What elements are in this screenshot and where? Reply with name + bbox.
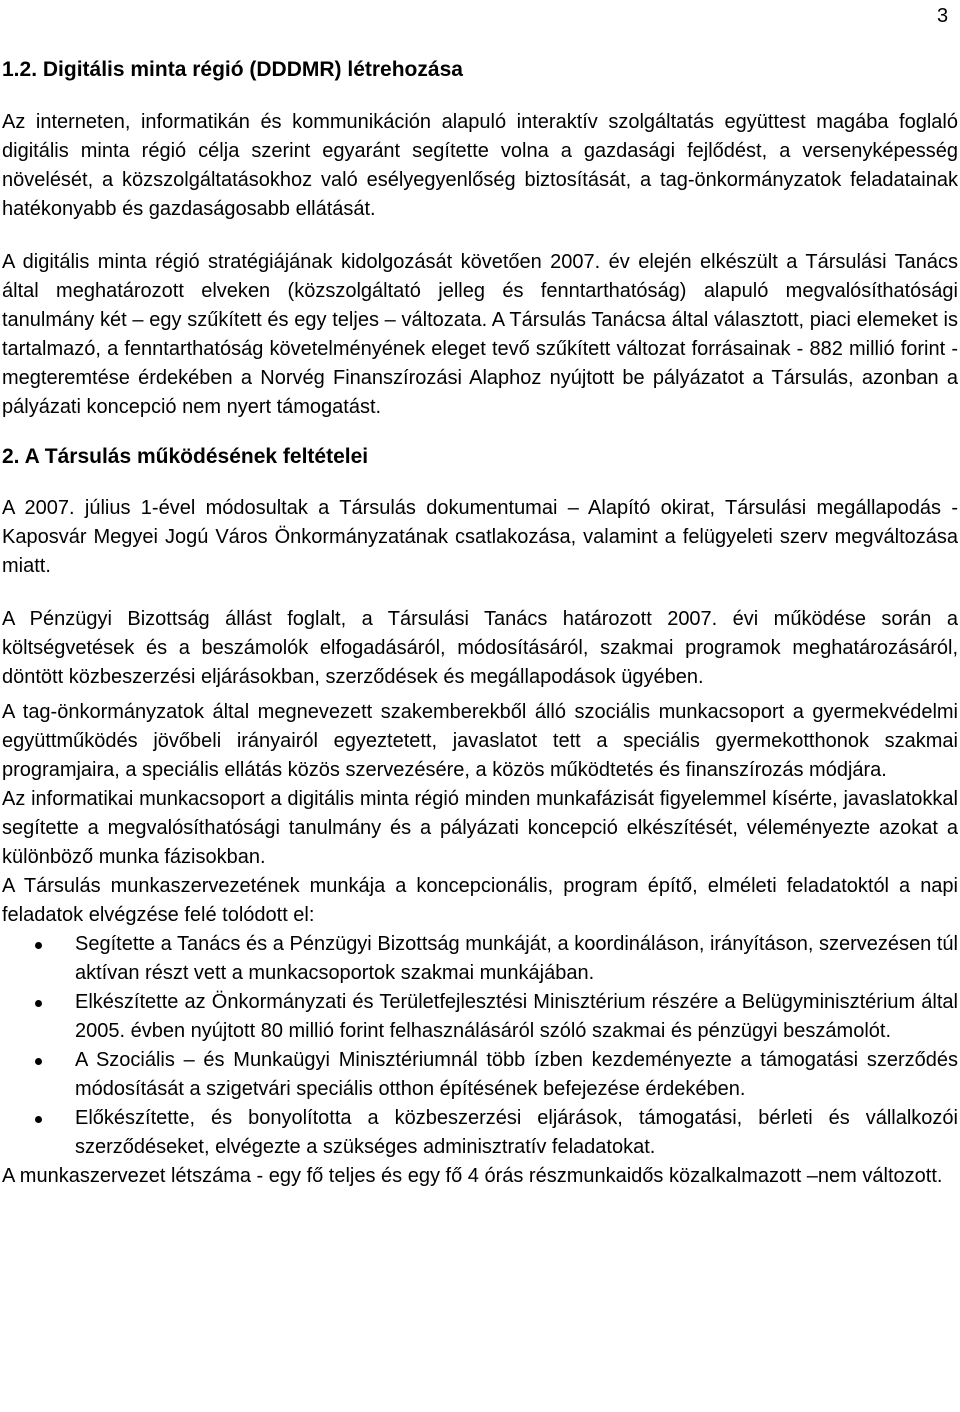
list-item-text: A Szociális – és Munkaügyi Minisztériumnál több ízben kezdeményezte a támogatási szerződés módosítását a szigetvári speciális otthon építésének befejezése érdekében. bbox=[75, 1049, 958, 1100]
paragraph-dddmr-strategy: A digitális minta régió stratégiájának kidolgozását követően 2007. év elején elkészült a Társulási Tanács által meghatározott elveken (közszolgáltató jelleg és fenntarthatóság) alapuló megvalósíthatósági tanulmány két – egy szűkített és egy teljes – változata. A Társulás Tanácsa által választott, piaci elemeket is tartalmazó, a fenntarthatóság követelményének eleget tevő szűkített változat forrásainak - 882 millió forint - megteremtése érdekében a Norvég Finanszírozási Alaphoz nyújtott be pályázatot a Társulás, azonban a pályázati koncepció nem nyert támogatást. bbox=[2, 251, 958, 418]
task-list bbox=[2, 930, 958, 1162]
list-item-text: Előkészítette, és bonyolította a közbeszerzési eljárások, támogatási, bérleti és vállalkozói szerződéseket, elvégezte a szükséges adminisztratív feladatokat. bbox=[75, 1107, 958, 1158]
document-body bbox=[2, 55, 958, 1191]
bullet-icon bbox=[35, 1116, 42, 1123]
paragraph-dddmr-goal: Az interneten, informatikán és kommunikáción alapuló interaktív szolgáltatás együttest magába foglaló digitális minta régió célja szerint egyaránt segítette volna a gazdasági fejlődést, a versenyképesség növelését, a közszolgáltatásokhoz való esélyegyenlőség biztosítását, a tag-önkormányzatok feladatainak hatékonyabb és gazdaságosabb ellátását. bbox=[2, 111, 958, 220]
paragraph-it-workgroup: Az informatikai munkacsoport a digitális minta régió minden munkafázisát figyelemmel kísérte, javaslatokkal segítette a megvalósíthatósági tanulmány és a pályázati koncepció elkészítését, véleményezte azokat a különböző munka fázisokban. bbox=[2, 788, 958, 868]
list-item bbox=[2, 1104, 958, 1162]
section-heading-2: 2. A Társulás működésének feltételei bbox=[2, 445, 369, 468]
bullet-icon bbox=[35, 1058, 42, 1065]
list-item bbox=[2, 988, 958, 1046]
list-item bbox=[2, 1046, 958, 1104]
list-item bbox=[2, 930, 958, 988]
section-heading-1-2: 1.2. Digitális minta régió (DDDMR) létrehozása bbox=[2, 58, 463, 81]
list-item-text: Elkészítette az Önkormányzati és Területfejlesztési Minisztérium részére a Belügyminisztérium által 2005. évben nyújtott 80 millió forint felhasználásáról szóló szakmai és pénzügyi beszámolót. bbox=[75, 991, 958, 1042]
paragraph-work-organisation: A Társulás munkaszervezetének munkája a koncepcionális, program építő, elméleti feladatoktól a napi feladatok elvégzése felé tolódott el: bbox=[2, 875, 958, 926]
paragraph-staff-count: A munkaszervezet létszáma - egy fő teljes és egy fő 4 órás részmunkaidős közalkalmazott –nem változott. bbox=[2, 1165, 943, 1187]
paragraph-social-workgroup: A tag-önkormányzatok által megnevezett szakemberekből álló szociális munkacsoport a gyermekvédelmi együttműködés jövőbeli irányairól egyeztetett, javaslatot tett a speciális gyermekotthonok szakmai programjaira, a speciális ellátás közös szervezésére, a közös működtetés és finanszírozás módjára. bbox=[2, 701, 958, 781]
page-number: 3 bbox=[937, 5, 949, 27]
list-item-text: Segítette a Tanács és a Pénzügyi Bizottság munkáját, a koordináláson, irányításon, szervezésen túl aktívan részt vett a munkacsoportok szakmai munkájában. bbox=[75, 933, 958, 984]
paragraph-finance-committee: A Pénzügyi Bizottság állást foglalt, a Társulási Tanács határozott 2007. évi működése során a költségvetések és a beszámolók elfogadásáról, módosításáról, szakmai programok meghatározásáról, döntött közbeszerzési eljárásokban, szerződések és megállapodások ügyében. bbox=[2, 608, 958, 688]
bullet-icon bbox=[35, 1000, 42, 1007]
paragraph-documents-modified: A 2007. július 1-ével módosultak a Társulás dokumentumai – Alapító okirat, Társulási megállapodás - Kaposvár Megyei Jogú Város Önkormányzatának csatlakozása, valamint a felügyeleti szerv megváltozása miatt. bbox=[2, 497, 958, 577]
bullet-icon bbox=[35, 942, 42, 949]
